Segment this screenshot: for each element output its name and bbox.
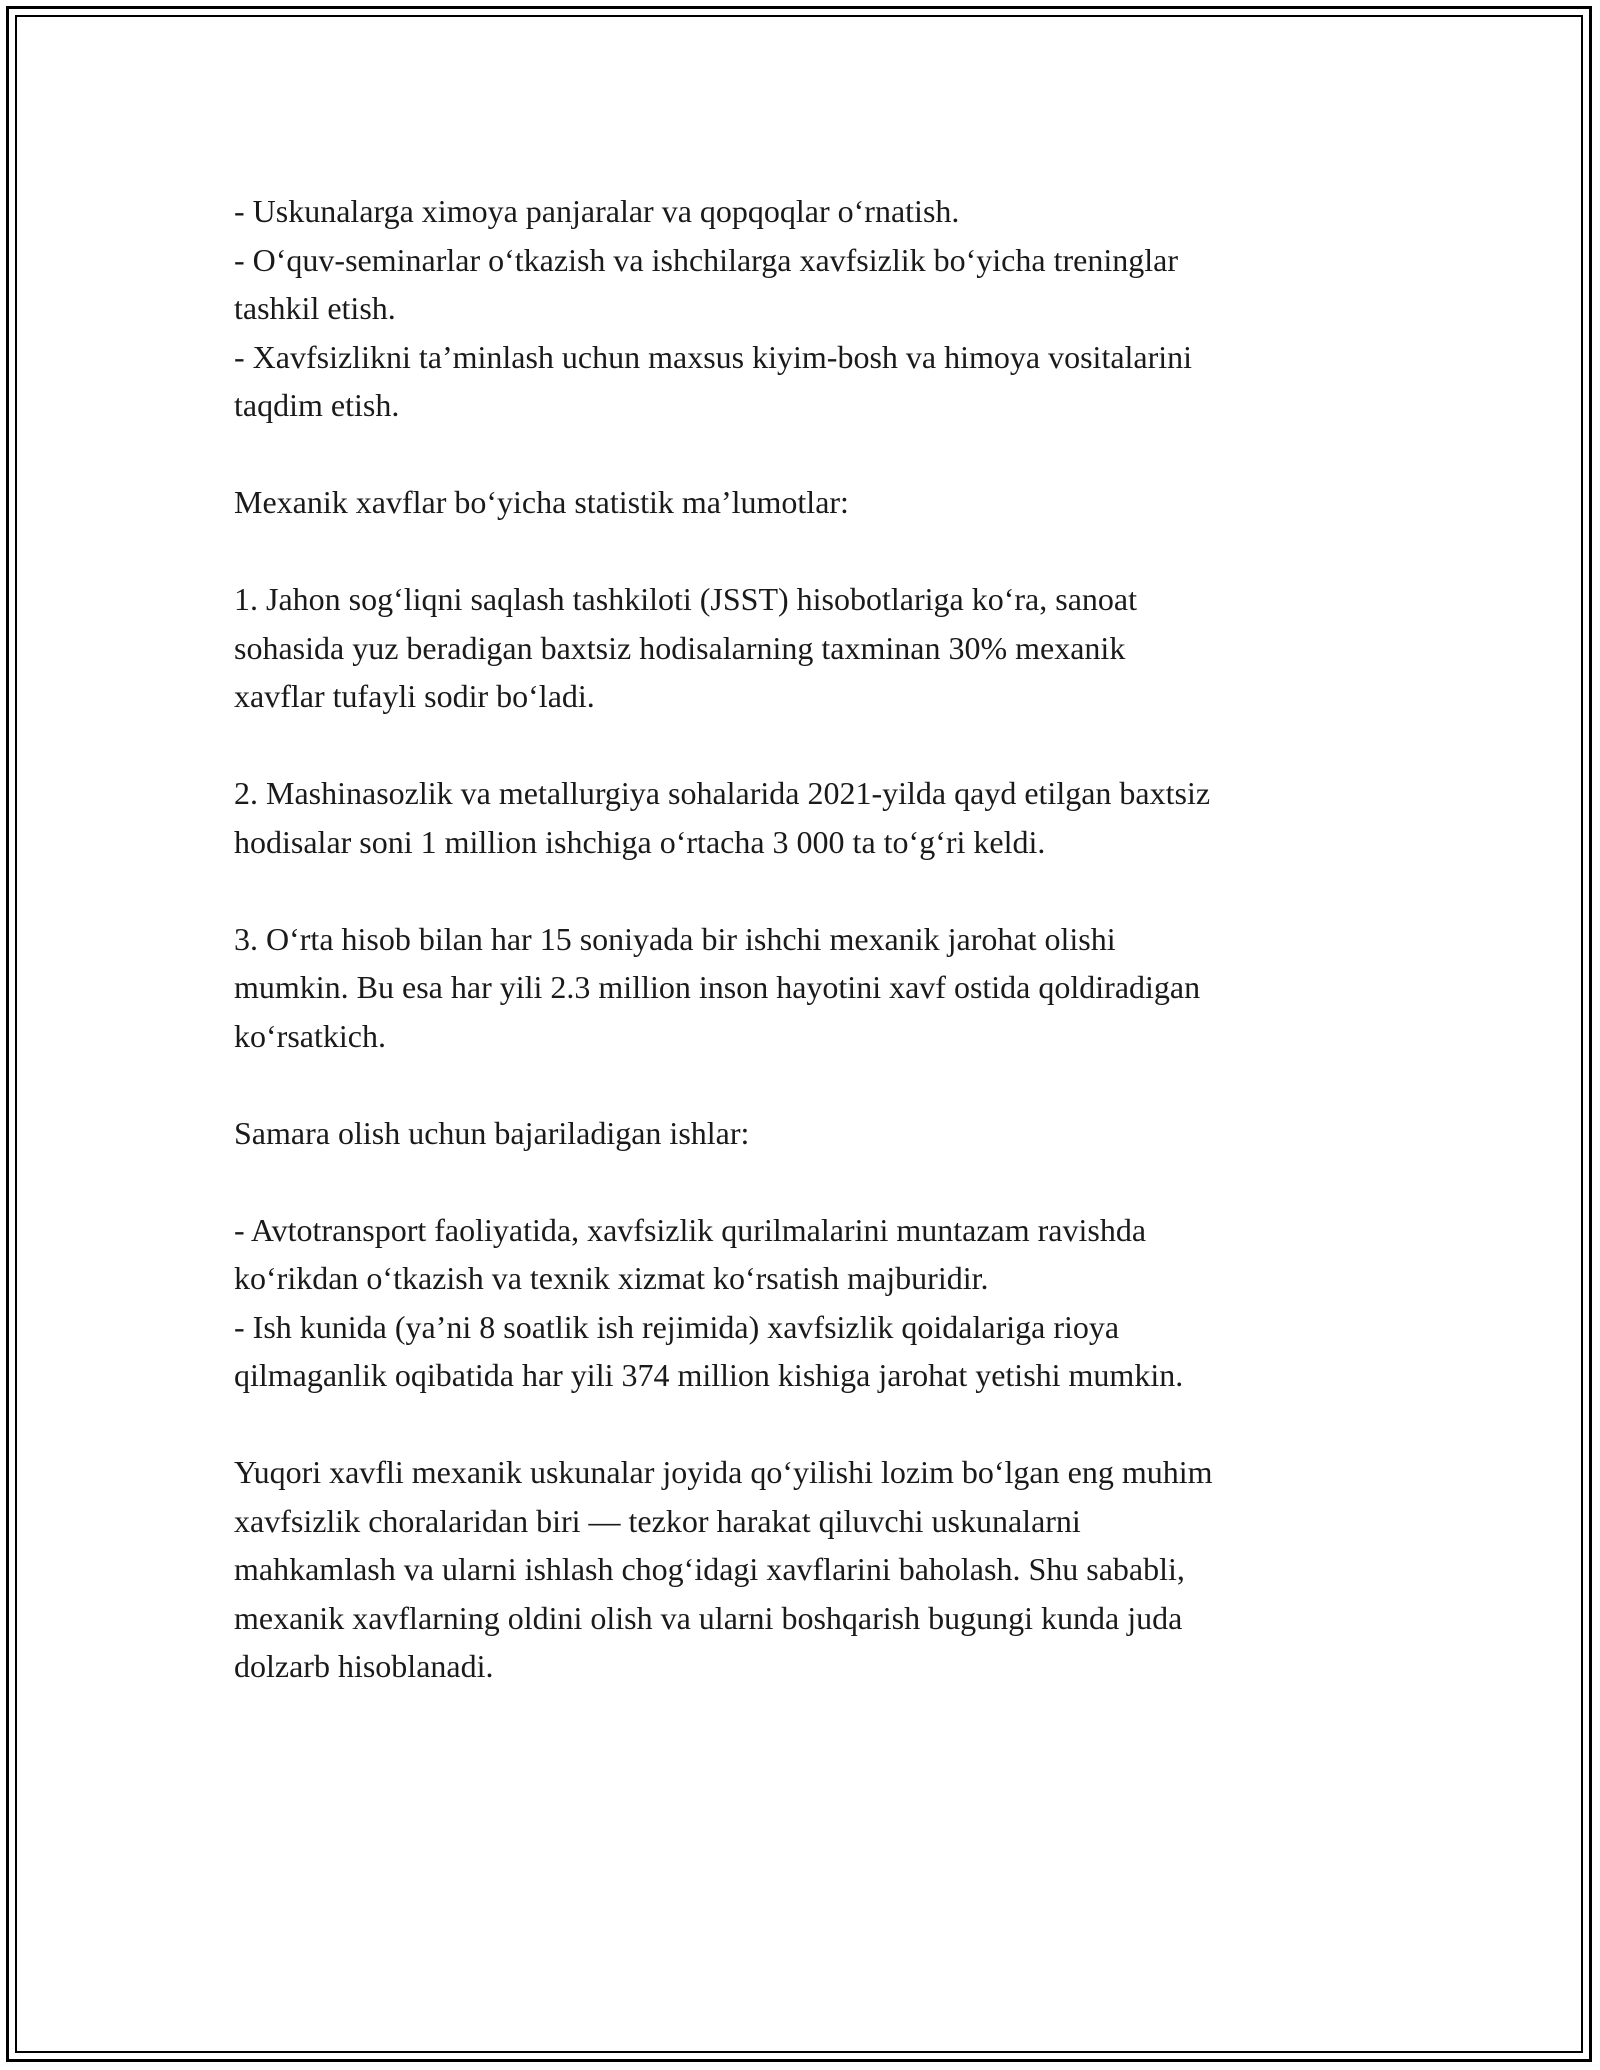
text-line: - Avtotransport faoliyatida, xavfsizlik qurilmalarini muntazam ravishda	[234, 1211, 1147, 1248]
statistic-item-2	[234, 769, 1384, 866]
section-heading-actions	[234, 1109, 1384, 1158]
text-line: tashkil etish.	[234, 290, 396, 326]
text-line: qilmaganlik oqibatida har yili 374 million kishiga jarohat yetishi mumkin.	[234, 1357, 1184, 1393]
text-line: koʻrikdan oʻtkazish va texnik xizmat koʻrsatish majburidir.	[234, 1260, 989, 1296]
text-line: - Oʻquv-seminarlar oʻtkazish va ishchilarga xavfsizlik boʻyicha treninglar	[234, 241, 1178, 278]
text-line: 3. Oʻrta hisob bilan har 15 soniyada bir ishchi mexanik jarohat olishi	[234, 920, 1116, 957]
text-line: hodisalar soni 1 million ishchiga oʻrtacha 3 000 ta toʻgʻri keldi.	[234, 823, 1046, 860]
document-body	[234, 187, 1384, 1691]
text-line: - Ish kunida (yaʼni 8 soatlik ish rejimida) xavfsizlik qoidalariga rioya	[234, 1308, 1120, 1345]
list-protective-measures	[234, 187, 1384, 430]
text-line: dolzarb hisoblanadi.	[234, 1648, 494, 1684]
text-line: 1. Jahon sogʻliqni saqlash tashkiloti (JSST) hisobotlariga koʻra, sanoat	[234, 581, 1137, 617]
text-line: 2. Mashinasozlik va metallurgiya sohalarida 2021-yilda qayd etilgan baxtsiz	[234, 775, 1211, 811]
statistic-item-3	[234, 915, 1384, 1061]
text-line: mexanik xavflarning oldini olish va ularni boshqarish bugungi kunda juda	[234, 1599, 1183, 1636]
text-line: taqdim etish.	[234, 387, 400, 423]
section-heading-statistics	[234, 478, 1384, 527]
text-line: - Xavfsizlikni taʼminlash uchun maxsus kiyim-bosh va himoya vositalarini	[234, 338, 1193, 375]
statistic-item-1	[234, 575, 1384, 721]
text-line: sohasida yuz beradigan baxtsiz hodisalarning taxminan 30% mexanik	[234, 629, 1126, 666]
text-line: xavflar tufayli sodir boʻladi.	[234, 678, 595, 714]
text-line: Yuqori xavfli mexanik uskunalar joyida qoʻyilishi lozim boʻlgan eng muhim	[234, 1454, 1213, 1490]
list-required-actions	[234, 1206, 1384, 1400]
text-line: - Uskunalarga ximoya panjaralar va qopqoqlar oʻrnatish.	[234, 193, 960, 229]
text-line: koʻrsatkich.	[234, 1017, 386, 1054]
text-line: mahkamlash va ularni ishlash chogʻidagi xavflarini baholash. Shu sababli,	[234, 1551, 1185, 1587]
text-line: Mexanik xavflar boʻyicha statistik maʼlumotlar:	[234, 484, 849, 520]
text-line: xavfsizlik choralaridan biri — tezkor harakat qiluvchi uskunalarni	[234, 1502, 1081, 1539]
conclusion-paragraph	[234, 1448, 1384, 1691]
text-line: Samara olish uchun bajariladigan ishlar:	[234, 1114, 750, 1151]
text-line: mumkin. Bu esa har yili 2.3 million inson hayotini xavf ostida qoldiradigan	[234, 969, 1201, 1005]
